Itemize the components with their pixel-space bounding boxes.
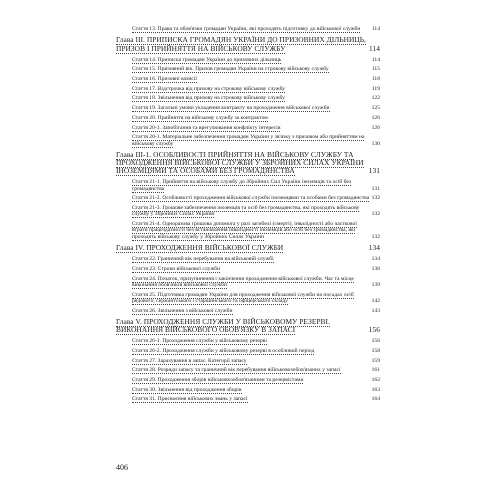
toc-entry-text: Глава V. ПРОХОДЖЕННЯ СЛУЖБИ У ВІЙСЬКОВОМУ РЕЗЕРВІ. ВИКОНАННЯ ВІЙСЬКОВОГО ОБОВ'ЯЗКУ В ЗАПАСІ (116, 316, 330, 334)
toc-page-number: 132 (371, 211, 380, 218)
toc-chapter-entry (116, 151, 380, 176)
toc-article-entry (116, 358, 380, 364)
toc-entry-text: Глава III. ПРИПИСКА ГРОМАДЯН УКРАЇНИ ДО ПРИЗОВНИХ ДІЛЬНИЦЬ, ПРИЗОВ І ПРИЙНЯТТЯ НА ВІЙСЬКОВУ СЛУЖБУ (116, 35, 366, 53)
toc-article-title (132, 134, 370, 147)
toc-article-title (132, 338, 370, 344)
toc-article-entry (116, 276, 380, 289)
toc-entry-text: Стаття 20-1. Матеріальне забезпечення громадян України у зв'язку з призовом або прийняттям на військову службу (132, 134, 365, 147)
toc-page-number: 164 (371, 396, 380, 403)
toc-chapter-entry (116, 36, 380, 52)
toc-article-title (132, 292, 370, 305)
toc-entry-text: Глава III-1. ОСОБЛИВОСТІ ПРИЙНЯТТЯ НА ВІЙСЬКОВУ СЛУЖБУ ТА ПРОХОДЖЕННЯ ВІЙСЬКОВОЇ СЛУЖБИ У ЗБРОЙНИХ СИЛАХ УКРАЇНИ ІНОЗЕМЦЯМИ ТА ОСОБАМИ БЕЗ ГРОМАДЯНСТВА (116, 149, 364, 176)
toc-article-entry (116, 86, 380, 92)
toc-page-number: 119 (371, 85, 380, 92)
toc-page-number: 136 (371, 265, 380, 272)
toc-entry-text: Стаття 19. Загальні умови укладення контракту на проходження військової служби (132, 105, 330, 112)
toc-article-entry (116, 292, 380, 305)
toc-article-entry (116, 76, 380, 82)
toc-article-title (132, 125, 370, 131)
toc-entry-text: Глава IV. ПРОХОДЖЕННЯ ВІЙСЬКОВОЇ СЛУЖБИ (116, 242, 284, 252)
toc-page-number: 132 (371, 233, 380, 240)
toc-entry-text: Стаття 21-4. Одноразова грошова допомога у разі загибелі (смерті), інвалідності або часткової втрати працездатності без встановлення інвалідності іноземців або осіб без громадянства, які проходять військову службу у Збройних Силах України (132, 221, 357, 240)
toc-article-title (132, 26, 370, 32)
toc-entry-text: Стаття 20. Прийняття на військову службу за контрактом (132, 114, 268, 121)
toc-article-title (132, 205, 370, 218)
toc-page-number: 163 (371, 386, 380, 393)
toc-article-entry (116, 396, 380, 402)
toc-article-entry (116, 387, 380, 393)
toc-entry-text: Стаття 23. Строки військової служби (132, 265, 220, 272)
toc-page-number: 156 (371, 338, 380, 345)
toc-article-title (132, 115, 370, 121)
toc-page-number: 142 (371, 297, 380, 304)
toc-article-entry (116, 105, 380, 111)
toc-page-number: 126 (371, 124, 380, 131)
toc-entry-text: Стаття 22. Граничний вік перебування на військовій службі (132, 256, 274, 263)
toc-article-title (132, 95, 370, 101)
toc-entry-text: Стаття 16. Призовні комісії (132, 76, 197, 83)
toc-article-entry (116, 179, 380, 192)
toc-entry-text: Стаття 31. Присвоєння військових звань у запасі (132, 396, 248, 403)
toc-page-number: 158 (371, 347, 380, 354)
toc-page-number: 132 (371, 195, 380, 202)
toc-article-entry (116, 367, 380, 373)
toc-article-title (132, 396, 370, 402)
toc-chapter-title (116, 36, 367, 52)
toc-entry-text: Стаття 20-1. Запобігання та врегулювання конфлікту інтересів (132, 124, 281, 131)
toc-article-title (132, 221, 370, 240)
toc-entry-text: Стаття 17. Відстрочка від призову на строкову військову службу (132, 85, 286, 92)
toc-article-entry (116, 308, 380, 314)
toc-chapter-title (116, 244, 367, 252)
toc-entry-text: Стаття 29. Проходження зборів військовозобов'язаними та резервістами (132, 376, 304, 383)
toc-chapter-entry (116, 318, 380, 334)
toc-page-number: 134 (368, 242, 380, 252)
toc-entry-text: Стаття 13. Права та обов'язки громадян України, які проходять підготовку до військової служби (132, 26, 361, 32)
toc-page-number: 131 (368, 166, 380, 176)
toc-chapter-entry (116, 244, 380, 252)
toc-page-number: 130 (371, 140, 380, 147)
toc-article-title (132, 86, 370, 92)
toc-entry-text: Стаття 27. Зарахування в запас. Категорії запасу (132, 357, 247, 364)
toc-page-number: 139 (371, 281, 380, 288)
toc-article-title (132, 377, 370, 383)
toc-article-title (132, 179, 370, 192)
toc-entry-text: Стаття 30. Звільнення від проходження зборів (132, 386, 242, 393)
toc-article-title (132, 367, 370, 373)
toc-page-number: 131 (371, 185, 380, 192)
toc-chapter-title (116, 318, 367, 334)
toc-article-entry (116, 115, 380, 121)
toc-page-number: 115 (371, 66, 380, 73)
toc-entry-text: Стаття 26-2. Проходження служби у військовому резерві в особливий період (132, 347, 315, 354)
toc-article-title (132, 195, 370, 201)
toc-entry-text: Стаття 15. Призовний вік. Призов громадян України на строкову військову службу (132, 66, 329, 73)
toc-page-number: 114 (371, 26, 380, 32)
table-of-contents (116, 26, 380, 406)
toc-page-number: 118 (371, 76, 380, 83)
toc-entry-text: Стаття 21-2. Особливості проходження військової служби іноземцями та особами без громадянства (132, 195, 370, 202)
toc-article-entry (116, 125, 380, 131)
toc-article-entry (116, 338, 380, 344)
toc-entry-text: Стаття 14. Приписка громадян України до призовних дільниць (132, 56, 282, 63)
toc-article-entry (116, 377, 380, 383)
toc-article-title (132, 387, 370, 393)
toc-entry-text: Стаття 26. Звільнення з військової служби (132, 307, 233, 314)
toc-page-number: 159 (371, 357, 380, 364)
toc-page-number: 143 (371, 307, 380, 314)
toc-article-entry (116, 256, 380, 262)
toc-page-number: 122 (371, 95, 380, 102)
toc-page-number: 126 (371, 114, 380, 121)
toc-page-number: 156 (368, 325, 380, 334)
toc-entry-text: Стаття 26-1. Проходження служби у військовому резерві (132, 338, 267, 345)
toc-article-title (132, 57, 370, 63)
toc-article-entry (116, 26, 380, 32)
toc-article-title (132, 105, 370, 111)
toc-entry-text: Стаття 28. Розряди запасу та граничний вік перебування військовозобов'язаних у запасі (132, 367, 341, 374)
toc-article-title (132, 66, 370, 72)
toc-article-title (132, 266, 370, 272)
toc-page-number: 114 (369, 43, 380, 53)
toc-article-title (132, 348, 370, 354)
toc-article-title (132, 308, 370, 314)
toc-entry-text: Стаття 25. Підготовка громадян України для проходження військової служби на посадах осіб рядового, сержантського і старшинського та офіцерського складу (132, 291, 354, 304)
toc-article-title (132, 276, 370, 289)
toc-page-number: 125 (371, 105, 380, 112)
toc-article-title (132, 358, 370, 364)
toc-entry-text: Стаття 24. Початок, призупинення і закінчення проходження військової служби. Час та місце виконання обов'язків військової служби (132, 275, 354, 288)
toc-entry-text: Стаття 18. Звільнення від призову на строкову військову службу (132, 95, 285, 102)
page-number: 406 (116, 463, 128, 472)
toc-chapter-title (116, 151, 367, 176)
toc-article-entry (116, 134, 380, 147)
toc-article-entry (116, 66, 380, 72)
toc-entry-text: Стаття 21-3. Грошове забезпечення іноземців та осіб без громадянства, які проходять військову службу у Збройних Силах України (132, 205, 360, 218)
toc-article-entry (116, 195, 380, 201)
toc-article-entry (116, 95, 380, 101)
toc-article-entry (116, 57, 380, 63)
toc-page-number: 114 (371, 56, 380, 63)
toc-page-number: 161 (371, 367, 380, 374)
toc-article-title (132, 256, 370, 262)
toc-article-title (132, 76, 370, 82)
toc-page-number: 162 (371, 376, 380, 383)
toc-page-number: 134 (371, 256, 380, 263)
toc-article-entry (116, 266, 380, 272)
toc-article-entry (116, 221, 380, 240)
toc-article-entry (116, 205, 380, 218)
toc-entry-text: Стаття 21-1. Прийняття на військову службу до Збройних Сил України іноземців та осіб без громадянства (132, 179, 352, 192)
toc-article-entry (116, 348, 380, 354)
